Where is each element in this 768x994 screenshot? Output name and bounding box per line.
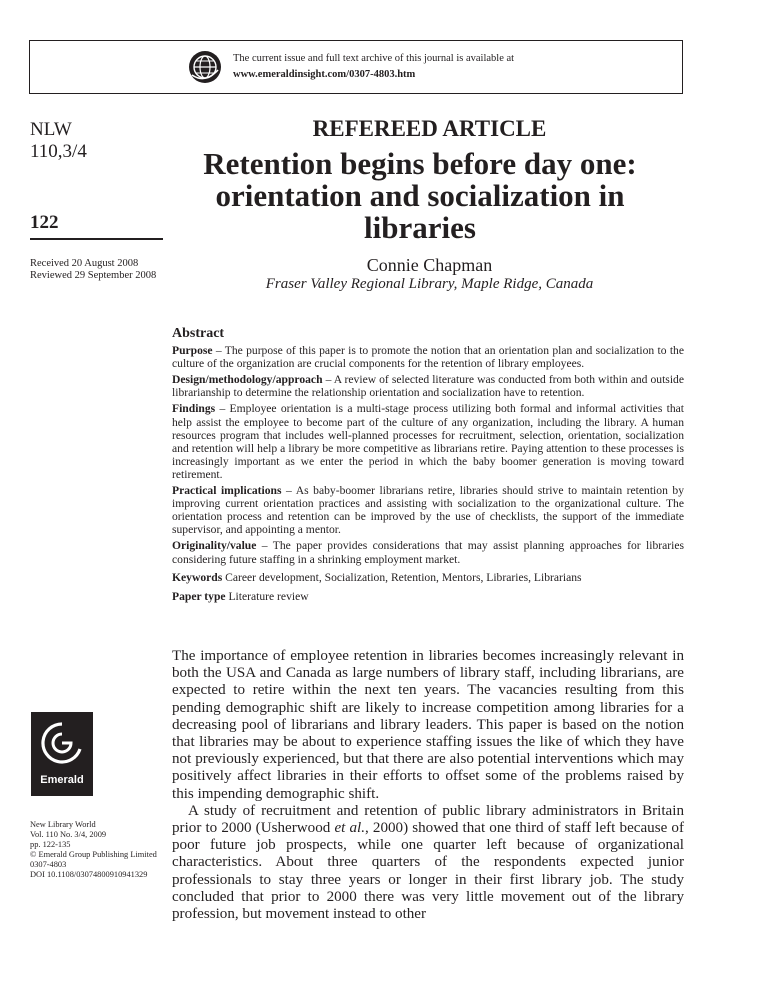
abstract-paper-type: Paper type Literature review — [172, 589, 309, 603]
globe-icon — [188, 50, 222, 84]
abstract — [172, 327, 684, 606]
citation-pages: pp. 122-135 — [30, 839, 71, 849]
article-type: REFEREED ARTICLE — [312, 116, 547, 141]
author-affiliation: Fraser Valley Regional Library, Maple Ridge, Canada — [265, 276, 594, 292]
citation-issn: 0307-4803 — [30, 859, 67, 869]
body-text — [172, 648, 684, 923]
abstract-keywords: Keywords Career development, Socialization, Retention, Mentors, Libraries, Librarians — [172, 570, 582, 584]
volume-issue: 110,3/4 — [30, 141, 87, 162]
abstract-design: Design/methodology/approach – A review of selected literature was conducted from both within and outside librarianship to determine the relationship orientation and socialization have to retention. — [172, 373, 684, 400]
abstract-findings: Findings – Employee orientation is a multi-stage process utilizing both formal and informal activities that help assist the employee to become part of the culture of any organization, including the library. A human resources program that includes well-planned processes for recruitment, selection, orientation, socialization and retention will help a library be more competitive as librarians retire. Paying attention to these processes is increasingly important as we enter the period in which the baby boomer generation is moving toward retirement. — [172, 402, 684, 481]
reviewed-date: Reviewed 29 September 2008 — [30, 270, 157, 281]
citation-journal: New Library World — [30, 820, 96, 829]
body-paragraph: A study of recruitment and retention of public library administrators in Britain prior to 2000 (Usherwood et al., 2000) showed that one third of staff left because of poor future job prospects, while one quarter left because of organizational characteristics. About three quarters of the respondents expected junior professionals to stay three years or longer in their first library job. The study concluded that prior to 2000 there was very little movement out of the library profession, but movement instead to other — [172, 802, 684, 923]
submission-dates — [30, 258, 170, 282]
abstract-heading: Abstract — [172, 326, 225, 341]
received-date: Received 20 August 2008 — [30, 258, 139, 269]
citation-publisher: © Emerald Group Publishing Limited — [30, 849, 157, 859]
abstract-practical: Practical implications – As baby-boomer librarians retire, libraries should strive to maintain retention by improving current orientation practices and assisting with socialization to the organizational culture. The orientation process and retention can be improved by the use of checklists, the support of the immediate supervisor, and appointing a mentor. — [172, 484, 684, 537]
emerald-mark-icon — [31, 712, 93, 774]
abstract-originality: Originality/value – The paper provides considerations that may assist planning approaches for libraries considering future staffing in a shrinking employment market. — [172, 539, 684, 566]
citation-volume: Vol. 110 No. 3/4, 2009 — [30, 829, 107, 839]
availability-text: The current issue and full text archive of this journal is available at — [233, 53, 515, 64]
citation-doi: DOI 10.1108/03074800910941329 — [30, 869, 148, 879]
abstract-purpose: Purpose – The purpose of this paper is to promote the notion that an orientation plan and socialization to the culture of the organization are crucial components for the retention of library employees. — [172, 344, 684, 371]
journal-url-link[interactable]: www.emeraldinsight.com/0307-4803.htm — [233, 69, 416, 80]
journal-reference — [30, 119, 87, 163]
page-number: 122 — [30, 212, 59, 233]
divider — [30, 238, 163, 240]
body-paragraph: The importance of employee retention in libraries becomes increasingly relevant in both the USA and Canada as large numbers of library staff, including librarians, are expected to retire within the next ten years. The vacancies resulting from this pending demographic shift are likely to increase competition among libraries for a decreasing pool of librarians and library leaders. This paper is based on the notion that libraries may be about to experience staffing issues the like of which they have not previously experienced, but that there are also potential interventions which may positively affect libraries in their efforts to offset some of the problems raised by this impending demographic shift. — [172, 648, 684, 802]
paper-title: Retention begins before day one: orientation and socialization in libraries — [203, 146, 637, 245]
journal-abbrev: NLW — [30, 119, 72, 140]
emerald-logo-text: Emerald — [40, 774, 84, 786]
journal-availability-box — [29, 40, 683, 94]
citation-block — [30, 820, 170, 879]
author-name: Connie Chapman — [366, 255, 493, 275]
